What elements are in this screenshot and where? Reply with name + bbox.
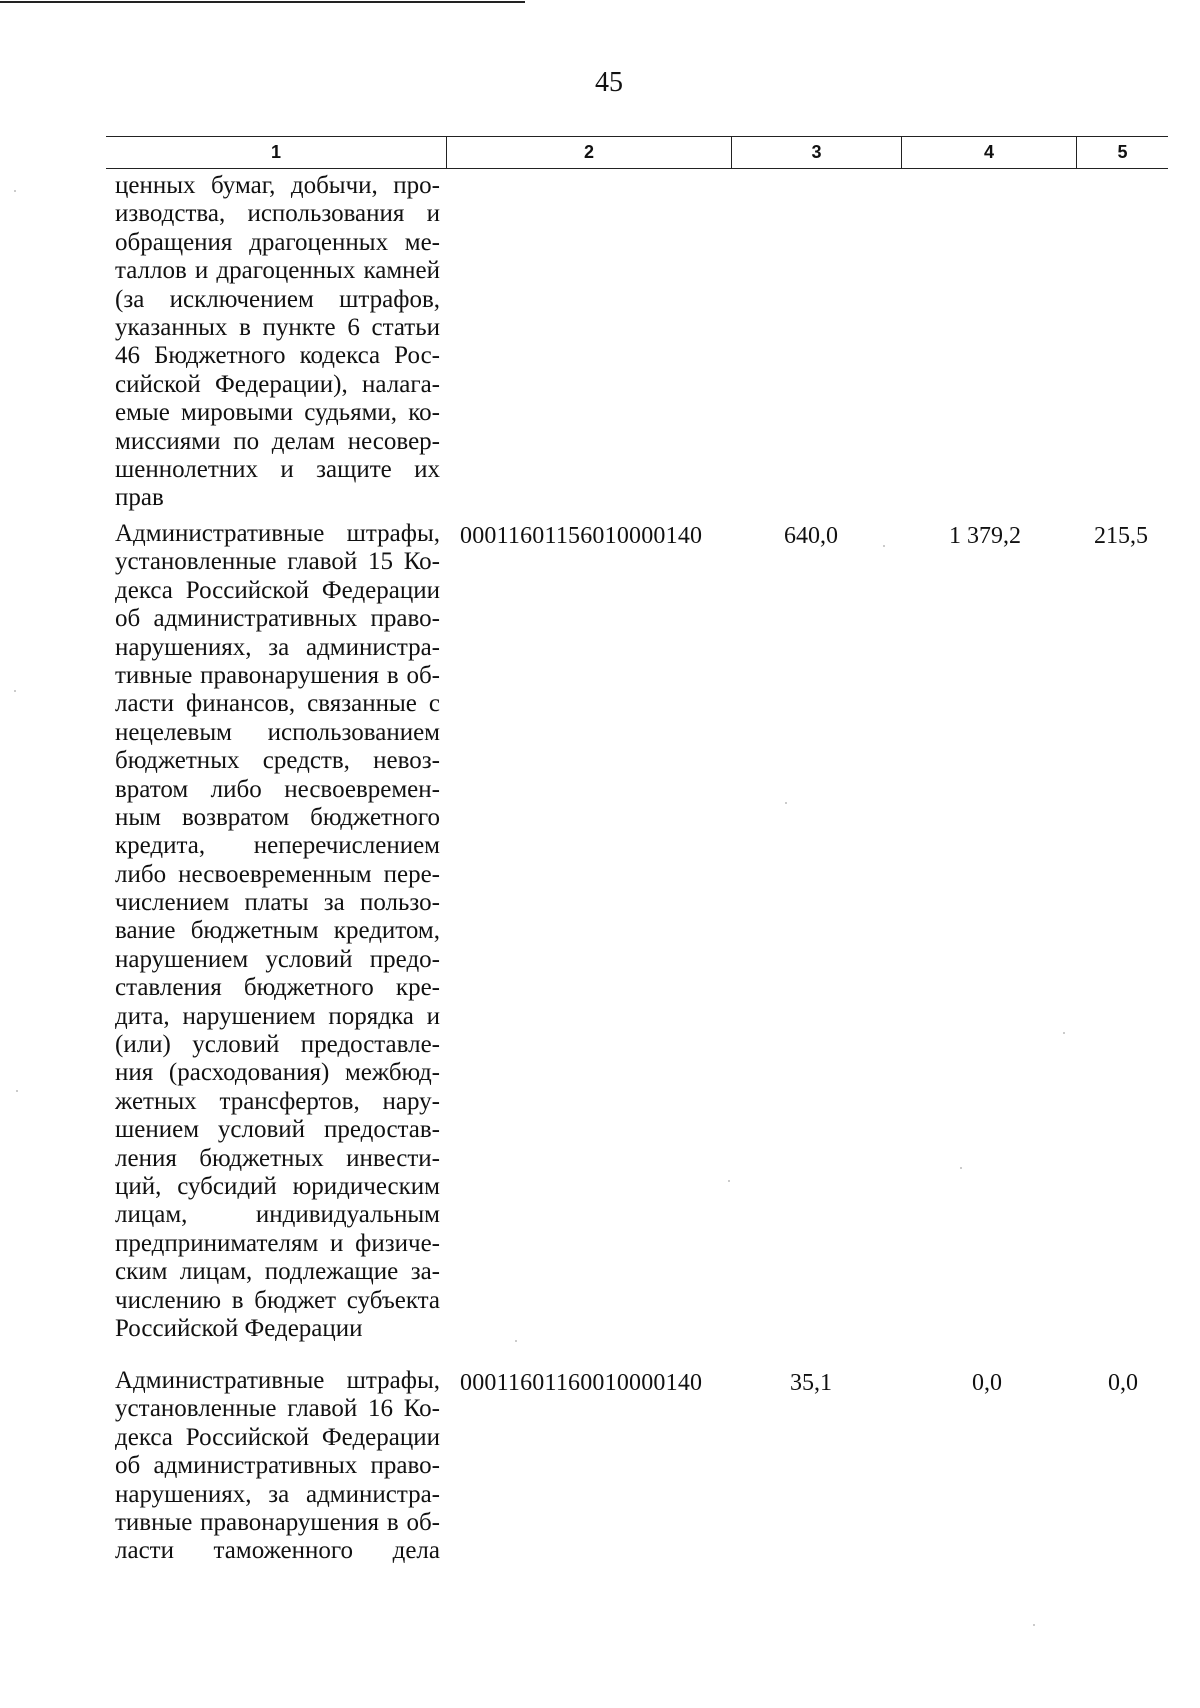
description-line: ласти финансов, связанные с <box>115 690 440 718</box>
description-line: жетных трансфертов, нару- <box>115 1087 440 1115</box>
row-value-col3: 35,1 <box>790 1370 832 1396</box>
scan-speck <box>785 802 787 804</box>
row-value-col4: 1 379,2 <box>949 523 1021 549</box>
description-line: таллов и драгоценных камней <box>115 257 440 285</box>
description-line: Российской Федерации <box>115 1314 363 1342</box>
description-line: кредита, неперечислением <box>115 832 440 860</box>
description-line: установленные главой 16 Ко- <box>115 1395 440 1423</box>
scan-speck <box>728 1180 730 1182</box>
row-value-col5: 215,5 <box>1094 523 1148 549</box>
page-number: 45 <box>595 67 623 98</box>
row-description <box>115 1367 440 1566</box>
description-line: лицам, индивидуальным <box>115 1201 440 1229</box>
description-line: Административные штрафы, <box>115 520 440 547</box>
row-value-col4: 0,0 <box>972 1370 1002 1396</box>
header-cell-1: 1 <box>270 142 281 162</box>
description-line: шеннолетних и защите их <box>115 455 440 483</box>
header-cell-5: 5 <box>1117 142 1128 162</box>
description-line: либо несвоевременным пере- <box>115 860 440 888</box>
description-line: установленные главой 15 Ко- <box>115 548 440 576</box>
description-line: (за исключением штрафов, <box>115 285 440 313</box>
row-value-col3: 640,0 <box>784 523 838 549</box>
header-cell-2: 2 <box>583 142 594 162</box>
description-line: миссиями по делам несовер- <box>115 427 440 455</box>
description-line: ставления бюджетного кре- <box>115 974 440 1002</box>
description-line: числением платы за пользо- <box>115 889 440 917</box>
row-value-col5: 0,0 <box>1108 1370 1138 1396</box>
description-line: вание бюджетным кредитом, <box>115 917 440 945</box>
description-line: нарушением условий предо- <box>115 945 440 973</box>
scan-speck <box>14 190 16 192</box>
description-line: вратом либо несвоевремен- <box>115 775 440 803</box>
description-line: сийской Федерации), налага- <box>115 370 440 398</box>
description-line: дита, нарушением порядка и <box>115 1002 440 1030</box>
scan-speck <box>515 1340 517 1342</box>
scan-speck <box>1033 1624 1035 1626</box>
description-line: 46 Бюджетного кодекса Рос- <box>115 342 440 370</box>
scan-speck <box>883 545 885 547</box>
scan-speck <box>1063 1032 1065 1034</box>
row-code: 00011601160010000140 <box>460 1370 703 1396</box>
description-line: ления бюджетных инвести- <box>115 1144 440 1172</box>
description-line: нарушениях, за администра- <box>115 1480 440 1508</box>
description-line: об административных право- <box>115 1452 440 1480</box>
continuation-description <box>115 172 440 513</box>
description-line: тивные правонарушения в об- <box>115 1508 440 1536</box>
description-line: шением условий предостав- <box>115 1116 440 1144</box>
scan-edge-line <box>0 1 525 3</box>
description-line: (или) условий предоставле- <box>115 1031 440 1059</box>
description-line: прав <box>115 484 164 512</box>
description-line: декса Российской Федерации <box>115 1423 440 1451</box>
description-line: Административные штрафы, <box>115 1367 440 1394</box>
scan-speck <box>16 1090 18 1092</box>
description-line: ций, субсидий юридическим <box>115 1172 440 1200</box>
description-line: нецелевым использованием <box>115 718 440 746</box>
description-line: тивные правонарушения в об- <box>115 661 440 689</box>
description-line: ским лицам, подлежащие за- <box>115 1258 440 1286</box>
description-line: ным возвратом бюджетного <box>115 803 440 831</box>
scan-speck <box>14 690 16 692</box>
description-line: декса Российской Федерации <box>115 576 440 604</box>
description-line: нарушениях, за администра- <box>115 633 440 661</box>
description-line: об административных право- <box>115 605 440 633</box>
header-cell-3: 3 <box>811 142 822 162</box>
description-line: ния (расходования) межбюд- <box>115 1059 440 1087</box>
description-line: ласти таможенного дела <box>115 1537 440 1565</box>
description-line: предпринимателям и физиче- <box>115 1229 440 1257</box>
description-line: числению в бюджет субъекта <box>115 1286 440 1314</box>
description-line: ценных бумаг, добычи, про- <box>115 172 440 199</box>
description-line: емые мировыми судьями, ко- <box>115 399 440 427</box>
description-line: указанных в пункте 6 статьи <box>115 313 440 341</box>
scan-speck <box>960 1167 962 1169</box>
description-line: обращения драгоценных ме- <box>115 228 440 256</box>
description-line: изводства, использования и <box>115 200 440 228</box>
description-line: бюджетных средств, невоз- <box>115 747 440 775</box>
header-cell-4: 4 <box>983 142 994 162</box>
table-header-row <box>106 136 1168 169</box>
row-code: 00011601156010000140 <box>460 523 703 549</box>
row-description <box>115 520 440 1343</box>
